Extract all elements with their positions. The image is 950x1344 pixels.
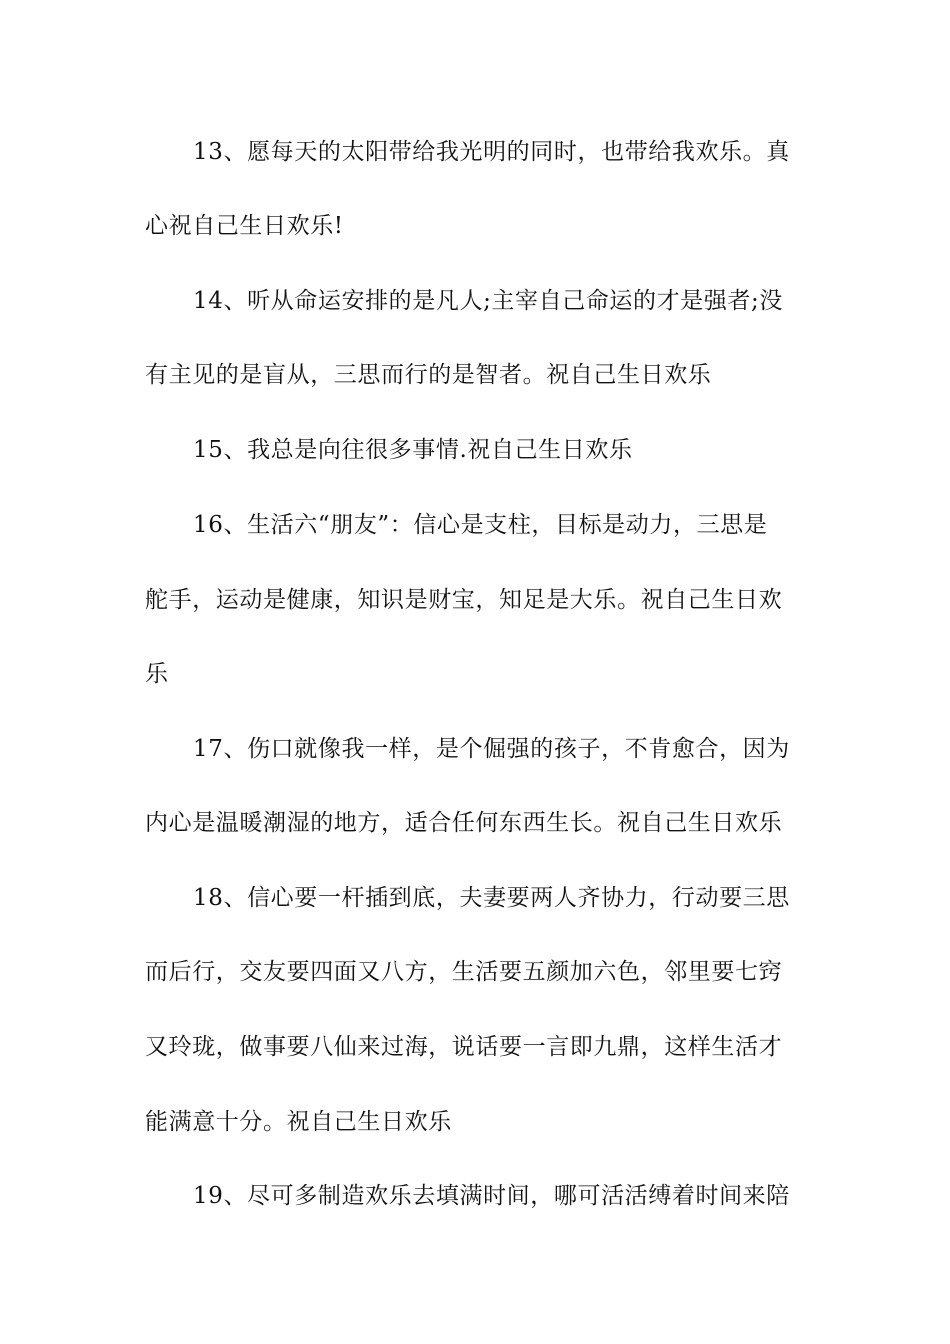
paragraph-16-line-1: 16、生活六“朋友”：信心是支柱，目标是动力，三思是 [193,512,768,538]
paragraph-15-line-1: 15、我总是向往很多事情.祝自己生日欢乐 [193,437,633,463]
paragraph-16-line-3: 乐 [145,661,169,687]
paragraph-18-line-4: 能满意十分。祝自己生日欢乐 [145,1109,452,1135]
paragraph-14-line-1: 14、听从命运安排的是凡人;主宰自己命运的才是强者;没 [193,288,783,314]
paragraph-13-line-2: 心祝自己生日欢乐! [145,213,344,239]
paragraph-13-line-1: 13、愿每天的太阳带给我光明的同时，也带给我欢乐。真 [193,139,790,165]
paragraph-14-line-2: 有主见的是盲从，三思而行的是智者。祝自己生日欢乐 [145,362,712,388]
paragraph-18-line-2: 而后行，交友要四面又八方，生活要五颜加六色，邻里要七窍 [145,959,783,985]
paragraph-18-line-1: 18、信心要一杆插到底，夫妻要两人齐协力，行动要三思 [193,885,790,911]
paragraph-16-line-2: 舵手，运动是健康，知识是财宝，知足是大乐。祝自己生日欢 [145,587,783,613]
paragraph-17-line-2: 内心是温暖潮湿的地方，适合任何东西生长。祝自己生日欢乐 [145,810,783,836]
paragraph-18-line-3: 又玲珑，做事要八仙来过海，说话要一言即九鼎，这样生活才 [145,1034,783,1060]
paragraph-19-line-1: 19、尽可多制造欢乐去填满时间，哪可活活缚着时间来陪 [193,1183,790,1209]
paragraph-17-line-1: 17、伤口就像我一样，是个倔强的孩子，不肯愈合，因为 [193,736,790,762]
